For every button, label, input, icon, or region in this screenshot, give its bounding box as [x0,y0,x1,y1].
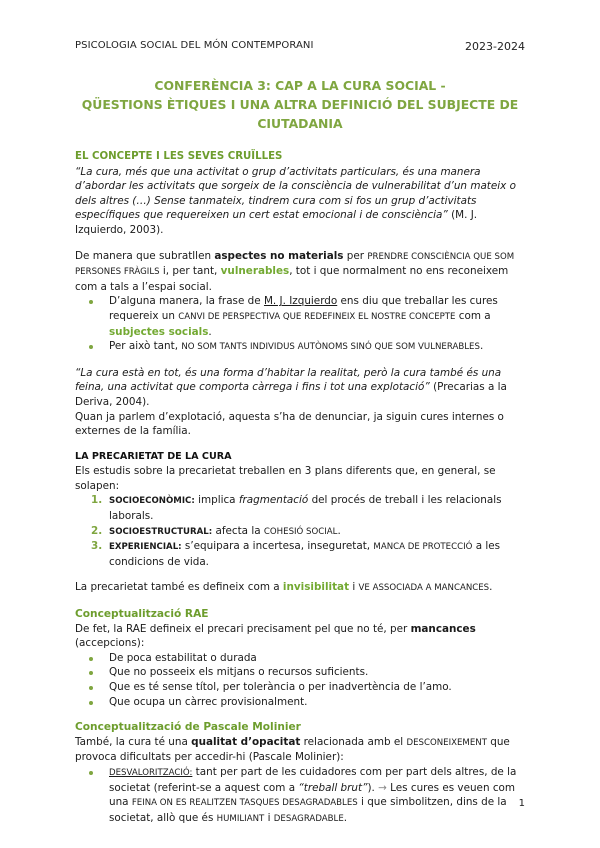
section-heading-precarity: LA PRECARIETAT DE LA CURA [75,450,232,462]
page-title [70,76,530,133]
molinier-intro: També, la cura té una qualitat d’opacitat relacionada amb el DESCONEIXEMENT que provoca dificultats per accedir-hi (Pascale Molinier): [75,735,510,764]
bullet-list-concept [75,294,525,354]
section-heading-molinier: Conceptualització de Pascale Molinier [75,721,301,734]
list-item: Per això tant, NO SOM TANTS INDIVIDUS AUTÒNOMS SINÓ QUE SOM VULNERABLES. [75,339,525,355]
paragraph-vulnerability: De manera que subratllen aspectes no materials per PRENDRE CONSCIÈNCIA QUE SOM PERSONES FRÀGILS i, per tant, vulnerables, tot i que normalment no ens reconeixem com a tals a l’espai social. [75,249,515,293]
precarity-planes-list [75,493,525,569]
section-heading-rae: Conceptualització RAE [75,608,209,621]
rae-intro: De fet, la RAE defineix el precari precisament pel que no té, per mancances (accepcions): [75,622,476,650]
header-course-title: PSICOLOGIA SOCIAL DEL MÓN CONTEMPORANI [75,40,314,51]
title-line-1: CONFERÈNCIA 3: CAP A LA CURA SOCIAL - [154,78,446,93]
title-line-2: QÜESTIONS ÈTIQUES I UNA ALTRA DEFINICIÓ DEL SUBJECTE DE [81,97,519,112]
precarias-quote: “La cura està en tot, és una forma d’habitar la realitat, però la cura també és una feina, una activitat que comporta càrrega i fins i tot una explotació” (Precarias a la Deriva, 2004). [75,366,507,408]
list-item: Que es té sense títol, per tolerància o per inadvertència de l’amo. [75,680,525,695]
list-item: D’alguna manera, la frase de M. J. Izquierdo ens diu que treballar les cures requereix un CANVI DE PERSPECTIVA QUE REDEFINEIX EL NOSTRE CONCEPTE com a subjectes socials. [75,294,525,339]
section-heading-concept: EL CONCEPTE I LES SEVES CRUÏLLES [75,151,283,162]
list-item: Que no posseeix els mitjans o recursos suficients. [75,665,525,680]
molinier-list [75,765,525,826]
page-number: 1 [518,798,525,809]
arrow-right-icon: → [378,781,387,794]
list-item: 1. SOCIOECONÒMIC: implica fragmentació del procés de treball i les relacionals laborals. [91,494,502,523]
header-year: 2023-2024 [465,40,525,53]
list-item: 3. EXPERIENCIAL: s’equipara a incertesa, inseguretat, MANCA DE PROTECCIÓ a les condicions de vida. [91,540,501,568]
paragraph-exploitation: Quan ja parlem d’explotació, aquesta s’ha de denunciar, ja siguin cures internes o externes de la família. [75,410,504,438]
rae-definitions-list [75,651,525,709]
list-item: De poca estabilitat o durada [75,651,525,666]
title-line-3: CIUTADANIA [257,116,343,131]
precarity-intro: Els estudis sobre la precarietat treballen en 3 plans diferents que, en general, se solapen: [75,465,496,492]
izquierdo-quote: “La cura, més que una activitat o grup d’activitats particulars, és una manera d’abordar les activitats que sorgeix de la consciència de vulnerabilitat d’un mateix o dels altres (…) Sense tanmateix, tindrem cura com si fos un grup d’activitats específiques que requereixen un cert estat emocional i de consciència” (M. J. Izquierdo, 2003). [75,165,516,236]
list-item: Que ocupa un càrrec provisionalment. [75,695,525,710]
main-content [75,150,525,826]
list-item: 2. SOCIOESTRUCTURAL: afecta la COHESIÓ SOCIAL. [91,524,341,537]
paragraph-invisibility: La precarietat també es defineix com a invisibilitat i VE ASSOCIADA A MANCANCES. [75,581,493,594]
list-item: DESVALORITZACIÓ: tant per part de les cuidadores com per part dels altres, de la societat (referint-se a aquest com a “treball brut”). → Les cures es veuen com una FEINA ON ES REALITZEN TASQUES DESAGRADABLES i que simbolitzen, dins de la societat, allò que és HUMILIANT i DESAGRADABLE. [75,765,525,826]
